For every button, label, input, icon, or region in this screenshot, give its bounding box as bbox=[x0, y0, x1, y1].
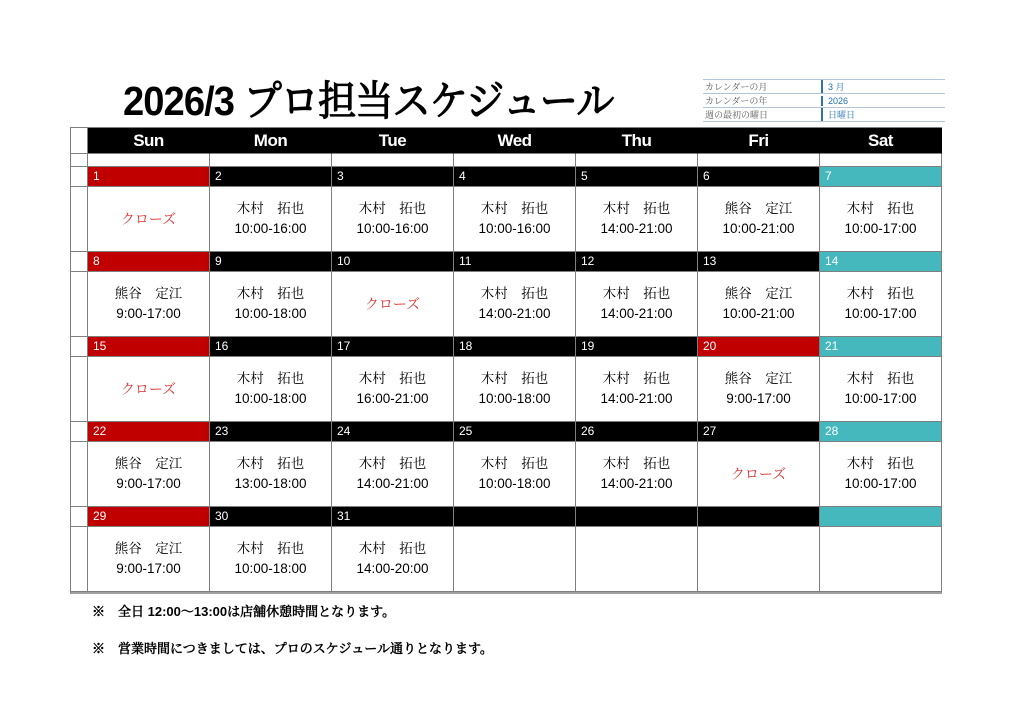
row-stub bbox=[71, 527, 88, 592]
staff-time: 14:00-21:00 bbox=[600, 391, 673, 406]
staff-name: 木村 拓也 bbox=[236, 541, 305, 557]
staff-name: 木村 拓也 bbox=[480, 286, 549, 302]
row-stub bbox=[71, 272, 88, 337]
staff-name: 木村 拓也 bbox=[846, 286, 915, 302]
staff-name: 熊谷 定江 bbox=[724, 371, 793, 387]
meta-value-year: 2026 bbox=[821, 96, 945, 106]
meta-row-first-weekday bbox=[703, 108, 945, 122]
schedule-cell bbox=[576, 187, 698, 252]
row-stub bbox=[71, 507, 88, 527]
day-header-mon: Mon bbox=[210, 128, 332, 154]
meta-value-first-weekday: 日曜日 bbox=[821, 108, 945, 121]
staff-time: 10:00-16:00 bbox=[478, 221, 551, 236]
date-cell: 11 bbox=[454, 252, 576, 272]
staff-time: 10:00-18:00 bbox=[234, 306, 307, 321]
staff-name: 木村 拓也 bbox=[236, 286, 305, 302]
date-cell: 14 bbox=[820, 252, 942, 272]
staff-time: 10:00-17:00 bbox=[844, 221, 917, 236]
schedule-cell bbox=[820, 442, 942, 507]
staff-time: 10:00-16:00 bbox=[356, 221, 429, 236]
date-cell bbox=[454, 507, 576, 527]
schedule-cell bbox=[210, 527, 332, 592]
calendar-table bbox=[70, 127, 942, 594]
row-stub bbox=[71, 187, 88, 252]
schedule-cell bbox=[576, 527, 698, 592]
staff-time: 10:00-17:00 bbox=[844, 391, 917, 406]
date-cell: 3 bbox=[332, 167, 454, 187]
meta-label-first-weekday: 週の最初の曜日 bbox=[705, 110, 769, 120]
staff-time: 10:00-18:00 bbox=[478, 391, 551, 406]
schedule-cell bbox=[698, 187, 820, 252]
staff-time: 10:00-18:00 bbox=[234, 561, 307, 576]
schedule-cell bbox=[698, 272, 820, 337]
row-stub bbox=[71, 252, 88, 272]
schedule-cell bbox=[698, 357, 820, 422]
date-cell: 15 bbox=[88, 337, 210, 357]
staff-time: 14:00-21:00 bbox=[600, 306, 673, 321]
note-business-hours: ※ 営業時間につきましては、プロのスケジュール通りとなります。 bbox=[92, 641, 493, 656]
meta-value-month: 3 月 bbox=[821, 80, 945, 93]
schedule-cell bbox=[576, 357, 698, 422]
date-cell: 2 bbox=[210, 167, 332, 187]
date-cell: 16 bbox=[210, 337, 332, 357]
date-cell: 27 bbox=[698, 422, 820, 442]
schedule-cell bbox=[210, 442, 332, 507]
date-cell: 22 bbox=[88, 422, 210, 442]
staff-time: 14:00-21:00 bbox=[356, 476, 429, 491]
staff-time: 9:00-17:00 bbox=[116, 561, 181, 576]
staff-name: 木村 拓也 bbox=[480, 371, 549, 387]
staff-time: 13:00-18:00 bbox=[234, 476, 307, 491]
staff-name: 木村 拓也 bbox=[602, 201, 671, 217]
schedule-cell bbox=[210, 272, 332, 337]
staff-time: 10:00-17:00 bbox=[844, 476, 917, 491]
spacer-cell bbox=[88, 154, 210, 167]
schedule-cell bbox=[332, 527, 454, 592]
date-cell: 29 bbox=[88, 507, 210, 527]
row-stub bbox=[71, 167, 88, 187]
schedule-cell bbox=[332, 442, 454, 507]
date-cell: 19 bbox=[576, 337, 698, 357]
page-title: 2026/3 プロ担当スケジュール bbox=[123, 78, 614, 124]
staff-time: 16:00-21:00 bbox=[356, 391, 429, 406]
staff-time: 9:00-17:00 bbox=[116, 476, 181, 491]
date-cell: 20 bbox=[698, 337, 820, 357]
staff-time: 14:00-21:00 bbox=[478, 306, 551, 321]
schedule-cell bbox=[332, 187, 454, 252]
day-header-fri: Fri bbox=[698, 128, 820, 154]
date-cell: 1 bbox=[88, 167, 210, 187]
date-cell: 12 bbox=[576, 252, 698, 272]
day-header-sun: Sun bbox=[88, 128, 210, 154]
date-cell: 8 bbox=[88, 252, 210, 272]
staff-name: 熊谷 定江 bbox=[724, 286, 793, 302]
day-header-thu: Thu bbox=[576, 128, 698, 154]
spacer-cell bbox=[698, 154, 820, 167]
schedule-cell bbox=[332, 272, 454, 337]
date-cell: 31 bbox=[332, 507, 454, 527]
date-cell: 10 bbox=[332, 252, 454, 272]
spacer-cell bbox=[332, 154, 454, 167]
spacer-cell bbox=[454, 154, 576, 167]
staff-time: 9:00-17:00 bbox=[726, 391, 791, 406]
date-cell: 25 bbox=[454, 422, 576, 442]
staff-name: 木村 拓也 bbox=[236, 456, 305, 472]
staff-name: 熊谷 定江 bbox=[114, 286, 183, 302]
day-header-sat: Sat bbox=[820, 128, 942, 154]
schedule-cell bbox=[454, 187, 576, 252]
date-cell: 9 bbox=[210, 252, 332, 272]
date-cell: 7 bbox=[820, 167, 942, 187]
schedule-cell bbox=[210, 187, 332, 252]
row-stub bbox=[71, 154, 88, 167]
date-cell: 18 bbox=[454, 337, 576, 357]
staff-time: 14:00-20:00 bbox=[356, 561, 429, 576]
day-header-wed: Wed bbox=[454, 128, 576, 154]
schedule-cell bbox=[820, 527, 942, 592]
meta-label-month: カレンダーの月 bbox=[705, 82, 768, 92]
staff-name: 木村 拓也 bbox=[480, 201, 549, 217]
date-cell bbox=[576, 507, 698, 527]
staff-name: 木村 拓也 bbox=[358, 456, 427, 472]
footnotes bbox=[92, 601, 493, 675]
date-cell bbox=[820, 507, 942, 527]
schedule-cell bbox=[820, 272, 942, 337]
row-stub bbox=[71, 442, 88, 507]
closed-label: クローズ bbox=[364, 295, 421, 312]
staff-name: 木村 拓也 bbox=[602, 286, 671, 302]
staff-name: 木村 拓也 bbox=[236, 371, 305, 387]
calendar-settings-box bbox=[703, 79, 945, 122]
staff-name: 熊谷 定江 bbox=[114, 541, 183, 557]
staff-time: 10:00-16:00 bbox=[234, 221, 307, 236]
closed-label: クローズ bbox=[120, 380, 177, 397]
date-cell: 30 bbox=[210, 507, 332, 527]
spacer-cell bbox=[210, 154, 332, 167]
row-stub bbox=[71, 422, 88, 442]
date-cell: 5 bbox=[576, 167, 698, 187]
schedule-cell bbox=[88, 527, 210, 592]
staff-name: 熊谷 定江 bbox=[724, 201, 793, 217]
schedule-cell bbox=[88, 187, 210, 252]
staff-name: 木村 拓也 bbox=[236, 201, 305, 217]
schedule-cell bbox=[698, 442, 820, 507]
closed-label: クローズ bbox=[120, 210, 177, 227]
schedule-cell bbox=[576, 272, 698, 337]
staff-time: 10:00-21:00 bbox=[722, 221, 795, 236]
staff-name: 熊谷 定江 bbox=[114, 456, 183, 472]
staff-name: 木村 拓也 bbox=[846, 371, 915, 387]
date-cell: 17 bbox=[332, 337, 454, 357]
staff-time: 14:00-21:00 bbox=[600, 476, 673, 491]
date-cell: 24 bbox=[332, 422, 454, 442]
schedule-cell bbox=[820, 187, 942, 252]
schedule-cell bbox=[454, 272, 576, 337]
staff-name: 木村 拓也 bbox=[358, 541, 427, 557]
staff-time: 10:00-17:00 bbox=[844, 306, 917, 321]
schedule-cell bbox=[576, 442, 698, 507]
date-cell: 13 bbox=[698, 252, 820, 272]
spacer-cell bbox=[820, 154, 942, 167]
staff-name: 木村 拓也 bbox=[846, 201, 915, 217]
schedule-cell bbox=[332, 357, 454, 422]
staff-time: 10:00-18:00 bbox=[478, 476, 551, 491]
staff-name: 木村 拓也 bbox=[846, 456, 915, 472]
row-stub bbox=[71, 357, 88, 422]
meta-row-month bbox=[703, 80, 945, 94]
note-break-time: ※ 全日 12:00～13:00は店舗休憩時間となります。 bbox=[92, 604, 396, 619]
row-stub bbox=[71, 337, 88, 357]
schedule-cell bbox=[88, 272, 210, 337]
staff-name: 木村 拓也 bbox=[602, 371, 671, 387]
staff-name: 木村 拓也 bbox=[602, 456, 671, 472]
schedule-cell bbox=[454, 357, 576, 422]
staff-time: 10:00-18:00 bbox=[234, 391, 307, 406]
schedule-cell bbox=[454, 442, 576, 507]
row-stub bbox=[71, 128, 88, 154]
schedule-cell bbox=[88, 357, 210, 422]
day-header-tue: Tue bbox=[332, 128, 454, 154]
staff-name: 木村 拓也 bbox=[358, 371, 427, 387]
staff-time: 9:00-17:00 bbox=[116, 306, 181, 321]
date-cell: 23 bbox=[210, 422, 332, 442]
date-cell: 21 bbox=[820, 337, 942, 357]
date-cell: 6 bbox=[698, 167, 820, 187]
meta-label-year: カレンダーの年 bbox=[705, 96, 768, 106]
staff-time: 14:00-21:00 bbox=[600, 221, 673, 236]
closed-label: クローズ bbox=[730, 465, 787, 482]
schedule-cell bbox=[698, 527, 820, 592]
schedule-cell bbox=[210, 357, 332, 422]
meta-row-year bbox=[703, 94, 945, 108]
staff-name: 木村 拓也 bbox=[358, 201, 427, 217]
date-cell: 26 bbox=[576, 422, 698, 442]
date-cell bbox=[698, 507, 820, 527]
schedule-cell bbox=[88, 442, 210, 507]
date-cell: 4 bbox=[454, 167, 576, 187]
staff-time: 10:00-21:00 bbox=[722, 306, 795, 321]
schedule-cell bbox=[454, 527, 576, 592]
schedule-cell bbox=[820, 357, 942, 422]
date-cell: 28 bbox=[820, 422, 942, 442]
staff-name: 木村 拓也 bbox=[480, 456, 549, 472]
spacer-cell bbox=[576, 154, 698, 167]
